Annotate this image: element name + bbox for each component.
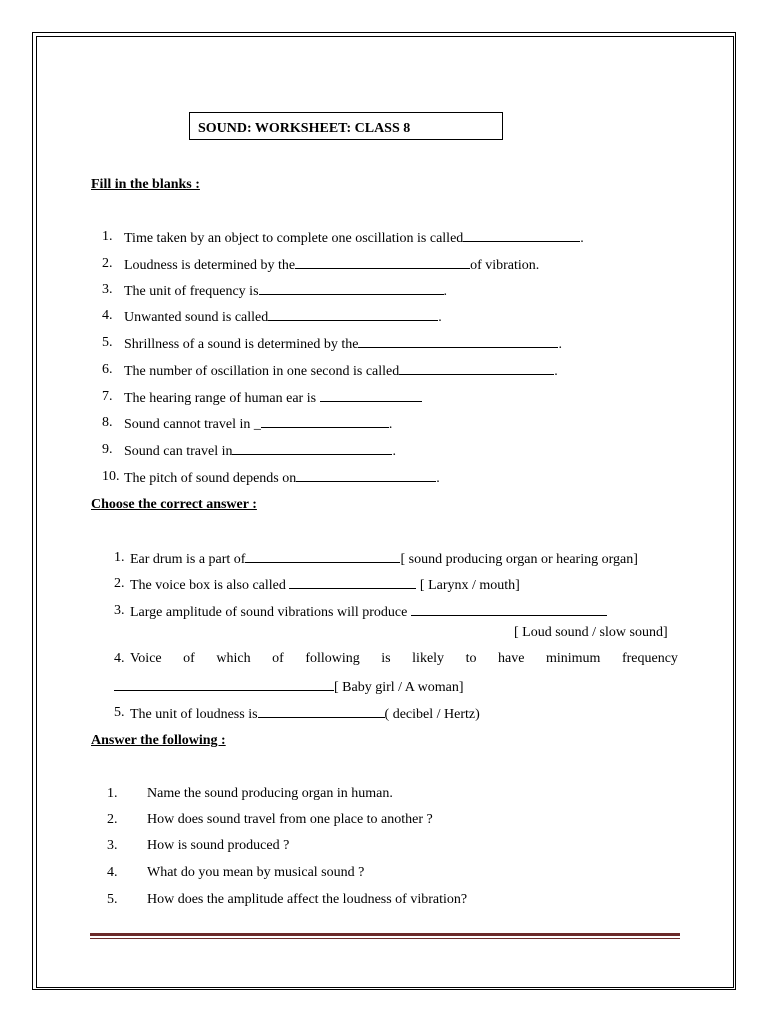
fill-number: 7. — [102, 389, 113, 404]
answer-blank[interactable] — [259, 281, 444, 295]
footer-rule-thin — [90, 938, 680, 939]
question-text: Shrillness of a sound is determined by the — [124, 337, 359, 352]
question-text: Ear drum is a part of — [130, 552, 246, 567]
answer-options: [ Loud sound / slow sound] — [514, 625, 668, 640]
fill-question — [124, 228, 584, 248]
answer-question: How is sound produced ? — [147, 838, 290, 853]
choose-question — [130, 575, 520, 595]
fill-number: 5. — [102, 335, 113, 350]
fill-question — [124, 441, 396, 461]
choose-question-cont — [114, 677, 464, 697]
choose-number: 5. — [114, 705, 125, 720]
answer-number: 3. — [107, 838, 118, 853]
answer-options: [ Larynx / mouth] — [416, 578, 520, 593]
word: following — [305, 651, 360, 666]
fill-question — [124, 361, 558, 381]
answer-question: How does the amplitude affect the loudness of vibration? — [147, 892, 468, 907]
fill-question — [124, 468, 440, 488]
question-text-end: . — [558, 337, 562, 352]
answer-number: 4. — [107, 865, 118, 880]
answer-question: What do you mean by musical sound ? — [147, 865, 365, 880]
answer-blank[interactable] — [320, 388, 422, 402]
answer-number: 2. — [107, 812, 118, 827]
answer-blank[interactable] — [295, 255, 470, 269]
word: which — [216, 651, 251, 666]
word: likely — [412, 651, 445, 666]
question-text: Large amplitude of sound vibrations will produce — [130, 605, 411, 620]
question-text: The hearing range of human ear is — [124, 391, 320, 406]
word: minimum — [545, 651, 601, 666]
choose-question-justified — [130, 650, 678, 668]
fill-number: 6. — [102, 362, 113, 377]
question-text: Unwanted sound is called — [124, 310, 269, 325]
question-text-end: . — [388, 417, 393, 432]
answer-blank[interactable] — [289, 575, 416, 589]
question-text-end: . — [438, 310, 442, 325]
fill-question — [124, 255, 539, 275]
question-text-end: . — [436, 471, 440, 486]
answer-blank[interactable] — [258, 704, 385, 718]
answer-blank[interactable] — [296, 468, 436, 482]
question-text: Time taken by an object to complete one oscillation is called — [124, 231, 464, 246]
answer-blank[interactable] — [114, 677, 334, 691]
answer-question: How does sound travel from one place to another ? — [147, 812, 433, 827]
answer-options: [ sound producing organ or hearing organ] — [400, 552, 638, 567]
choose-question — [130, 549, 638, 569]
fill-number: 9. — [102, 442, 113, 457]
fill-number: 4. — [102, 308, 113, 323]
choose-number: 1. — [114, 550, 125, 565]
heading-fill-in-blanks: Fill in the blanks : — [91, 177, 200, 192]
question-text: Sound can travel in — [124, 444, 233, 459]
answer-blank[interactable] — [261, 414, 389, 428]
question-text: The unit of loudness is — [130, 707, 258, 722]
fill-number: 8. — [102, 415, 113, 430]
question-text: The number of oscillation in one second is called — [124, 364, 400, 379]
heading-choose-answer: Choose the correct answer : — [91, 497, 257, 512]
word: of — [272, 651, 284, 666]
choose-question — [130, 704, 480, 724]
choose-number: 4. — [114, 651, 125, 666]
question-text: Loudness is determined by the — [124, 258, 296, 273]
choose-number: 3. — [114, 603, 125, 618]
fill-number: 10. — [102, 469, 120, 484]
fill-question — [124, 388, 422, 408]
worksheet-title: SOUND: WORKSHEET: CLASS 8 — [198, 121, 411, 136]
word: is — [381, 651, 391, 666]
answer-number: 1. — [107, 786, 118, 801]
answer-options: ( decibel / Hertz) — [384, 707, 480, 722]
word: frequency — [621, 651, 678, 666]
answer-blank[interactable] — [358, 334, 558, 348]
question-text: The unit of frequency is — [124, 284, 259, 299]
choose-number: 2. — [114, 576, 125, 591]
question-text: Sound cannot travel in _ — [124, 417, 261, 432]
answer-question: Name the sound producing organ in human. — [147, 786, 393, 801]
answer-options: [ Baby girl / A woman] — [334, 680, 464, 695]
heading-answer-following: Answer the following : — [91, 733, 226, 748]
choose-question — [130, 602, 607, 622]
question-text-end: . — [580, 231, 584, 246]
fill-question — [124, 414, 392, 434]
fill-question — [124, 307, 442, 327]
answer-blank[interactable] — [463, 228, 580, 242]
fill-question — [124, 334, 562, 354]
answer-blank[interactable] — [232, 441, 392, 455]
question-text: The voice box is also called — [130, 578, 290, 593]
answer-blank[interactable] — [411, 602, 607, 616]
fill-number: 3. — [102, 282, 113, 297]
question-text-end: . — [443, 284, 448, 299]
question-text: The pitch of sound depends on — [124, 471, 297, 486]
question-text-end: . — [392, 444, 396, 459]
word: to — [465, 651, 477, 666]
answer-blank[interactable] — [268, 307, 438, 321]
word: Voice — [130, 651, 162, 666]
word: have — [498, 651, 525, 666]
answer-blank[interactable] — [399, 361, 554, 375]
fill-question — [124, 281, 447, 301]
answer-blank[interactable] — [245, 549, 400, 563]
footer-rule-thick — [90, 933, 680, 936]
word: of — [183, 651, 195, 666]
question-text-end: of vibration. — [470, 258, 540, 273]
answer-number: 5. — [107, 892, 118, 907]
fill-number: 1. — [102, 229, 113, 244]
fill-number: 2. — [102, 256, 113, 271]
question-text-end: . — [554, 364, 558, 379]
